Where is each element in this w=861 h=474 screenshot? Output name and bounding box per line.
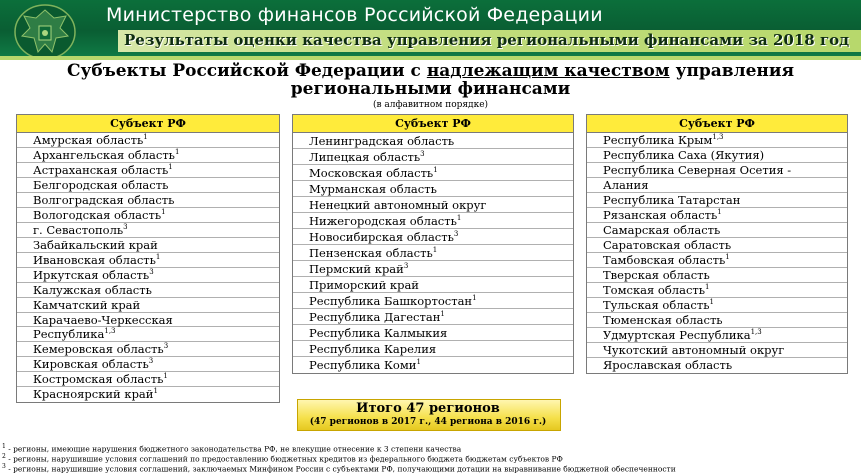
table-row [293,341,573,357]
region-name: Республика Карелия [309,342,437,356]
total-history: (47 регионов в 2017 г., 44 региона в 2016 г.) [309,417,547,427]
region-name: Ярославская область [603,358,733,372]
region-name: Иркутская область [33,268,150,282]
footnote-marker: 1 [456,214,462,223]
table-row [293,229,573,245]
region-name: Московская область [309,166,434,180]
table-row [17,283,279,298]
region-name: Алания [603,178,649,192]
region-name: Республика Башкортостан [309,294,473,308]
footnote-marker: 3 [148,357,154,366]
table-row [17,208,279,223]
footnote-marker: 1 [705,283,710,292]
table-row [293,277,573,293]
table-rows [293,133,573,373]
table-row [587,238,847,253]
region-name: Кемеровская область [33,342,164,356]
table-row [17,298,279,313]
footnote-1: $^1$ - регионы, имеющие нарушения бюджетного законодательства РФ, не влекущие отнесение к 3 степени качества [2,443,462,454]
region-name: Амурская область [33,133,144,147]
region-name: Костромская область [33,372,164,386]
table-row [587,313,847,328]
title-line2: региональными финансами [290,79,571,99]
table-row [293,181,573,197]
footnote-marker: 1 [440,310,445,319]
table-row [17,253,279,268]
table-row [587,193,847,208]
table-row [17,313,279,327]
page-title [0,62,861,98]
region-name: Тульская область [603,298,710,312]
table-row [587,178,847,193]
footnote-marker: 1 [155,253,161,262]
table-row [587,253,847,268]
region-name: Архангельская область [33,148,175,162]
table-row [17,268,279,283]
total-count: Итого 47 регионов [356,401,500,416]
table-row [17,357,279,372]
table-row [587,223,847,238]
region-name: Карачаево-Черкесская [33,313,173,327]
table-rows [17,133,279,402]
table-row [293,245,573,261]
header-bar [0,0,861,56]
footnote-marker: 3 [163,342,169,351]
region-name: Астраханская область [33,163,169,177]
table-row [293,325,573,341]
table-row [293,197,573,213]
coat-of-arms-emblem [10,2,80,62]
title-part2: управления [669,61,795,81]
region-name: Тамбовская область [603,253,726,267]
table-row [17,133,279,148]
footnote-marker: 1 [416,358,421,367]
footnote-marker: 1,3 [712,133,724,142]
footnote-marker: 1 [433,166,438,175]
region-name: Республика Калмыкия [309,326,448,340]
table-rows [587,133,847,373]
region-name: Камчатский край [33,298,141,312]
region-name: Липецкая область [309,150,421,164]
table-row [587,358,847,373]
region-name: Новосибирская область [309,230,454,244]
report-subtitle: Результаты оценки качества управления региональными финансами за 2018 год [124,31,850,49]
table-row [293,213,573,229]
regions-table-3 [586,114,848,374]
table-row [293,293,573,309]
footnote-marker: 3 [149,268,154,277]
region-name: Пермский край [309,262,404,276]
table-row [587,343,847,358]
table-row [587,148,847,163]
table-row [587,283,847,298]
table-row [17,327,279,342]
table-row [17,178,279,193]
table-row [17,193,279,208]
table-row [587,208,847,223]
footnote-marker: 1 [143,133,148,142]
table-row [587,133,847,148]
footnote-marker: 1 [161,208,166,217]
table-row [293,165,573,181]
region-name: Нижегородская область [309,214,457,228]
table-row [17,223,279,238]
footnote-marker: 1 [472,294,477,303]
region-name: Приморский край [309,278,419,292]
region-name: Чукотский автономный округ [603,343,785,357]
region-name: Ивановская область [33,253,156,267]
region-name: Волгоградская область [33,193,175,207]
region-name: Республика Татарстан [603,193,741,207]
footnote-marker: 1 [725,253,730,262]
table-row [587,163,847,178]
table-row [17,163,279,178]
table-row [587,328,847,343]
region-name: Забайкальский край [33,238,158,252]
order-note: (в алфавитном порядке) [372,100,489,110]
region-name: Республика Саха (Якутия) [603,148,765,162]
footnote-marker: 1 [717,208,722,217]
footnote-marker: 1 [709,298,714,307]
footnote-marker: 1 [153,387,158,396]
region-name: Мурманская область [309,182,437,196]
region-name: Белгородская область [33,178,169,192]
table-row [293,357,573,373]
region-name: Рязанская область [603,208,718,222]
region-name: Томская область [603,283,706,297]
region-name: Кировская область [33,357,149,371]
table-header: Субъект РФ [293,115,573,133]
title-part1: Субъекты Российской Федерации с [66,61,427,81]
region-name: Республика Крым [603,133,713,147]
table-header: Субъект РФ [587,115,847,133]
region-name: Ненецкий автономный округ [309,198,487,212]
table-row [17,148,279,163]
table-row [293,133,573,149]
region-name: Республика Северная Осетия - [603,163,792,177]
table-row [587,268,847,283]
regions-table-1 [16,114,280,403]
footnote-2: $^2$ - регионы, нарушившие условия соглашений по предоставлению бюджетных кредитов из федерального бюджета бюджетам субъектов РФ [2,453,563,464]
footnote-marker: 1 [174,148,180,157]
region-name: Тюменская область [603,313,723,327]
footnote-marker: 1,3 [104,327,116,336]
header-divider [0,56,861,60]
region-name: Вологодская область [33,208,162,222]
footnote-marker: 3 [453,230,459,239]
footnote-marker: 3 [123,223,128,232]
ministry-title: Министерство финансов Российской Федерации [106,4,603,26]
region-name: Республика Дагестан [309,310,441,324]
region-name: Республика [33,327,105,341]
region-name: г. Севастополь [33,223,124,237]
title-underlined: надлежащим качеством [426,61,670,81]
footnote-marker: 3 [420,150,425,159]
footnote-marker: 1 [163,372,168,381]
footnote-3: $^3$ - регионы, нарушившие условия соглашений, заключаемых Минфином России с субъектами РФ, получающими дотации на выравнивание бюджетной обеспеченности [2,463,676,474]
table-row [293,149,573,165]
regions-table-2 [292,114,574,374]
footnote-marker: 1 [168,163,173,172]
region-name: Удмуртская Республика [603,328,751,342]
table-header: Субъект РФ [17,115,279,133]
region-name: Самарская область [603,223,721,237]
region-name: Красноярский край [33,387,154,401]
region-name: Калужская область [33,283,152,297]
region-name: Республика Коми [309,358,417,372]
region-name: Ленинградская область [309,134,455,148]
footnote-marker: 1 [432,246,438,255]
table-row [17,342,279,357]
table-row [587,298,847,313]
footnote-marker: 1,3 [750,328,762,337]
table-row [17,387,279,402]
table-row [17,372,279,387]
region-name: Тверская область [603,268,710,282]
footnote-marker: 3 [403,262,409,271]
table-row [293,261,573,277]
table-row [17,238,279,253]
region-name: Пензенская область [309,246,433,260]
table-row [293,309,573,325]
region-name: Саратовская область [603,238,732,252]
